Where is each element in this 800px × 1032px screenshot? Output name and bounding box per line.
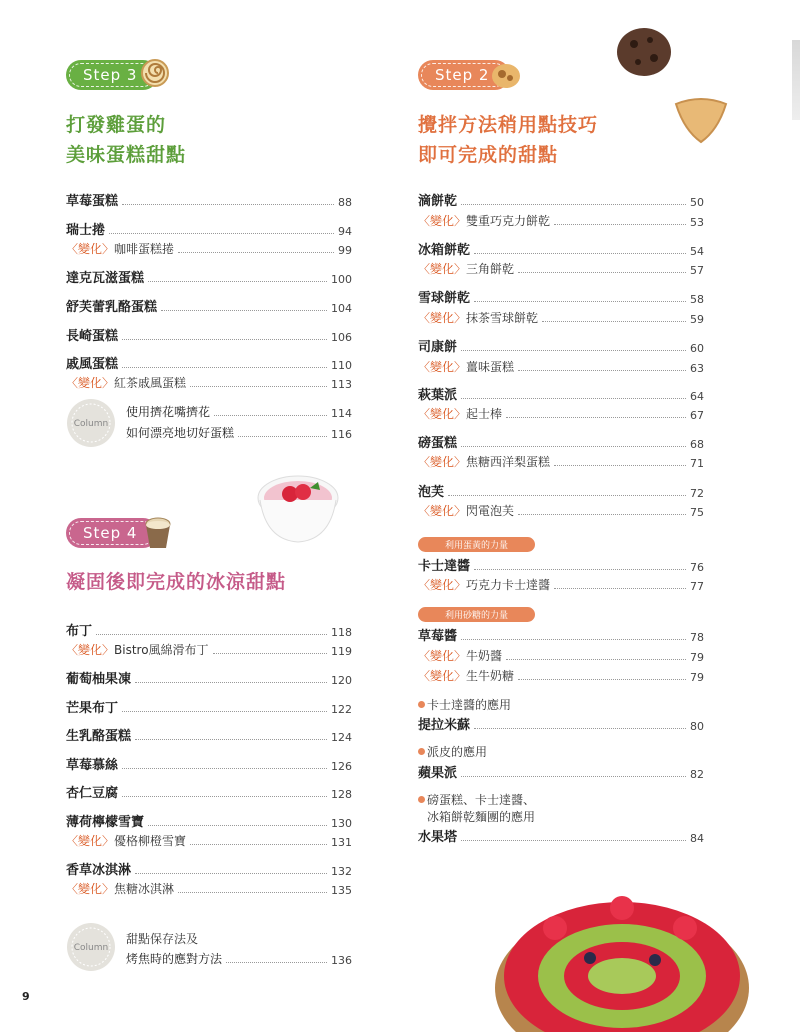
toc-entry[interactable]: 提拉米蘇 80 xyxy=(418,718,704,733)
toc-variation-entry[interactable]: 〈變化〉巧克力卡士達醬 77 xyxy=(418,578,704,593)
toc-variation-entry[interactable]: 〈變化〉抹茶雪球餅乾 59 xyxy=(418,311,704,326)
step4-badge: Step 4 xyxy=(66,518,158,548)
pudding-cup-icon xyxy=(142,516,174,552)
section-pill-sugar: 利用砂糖的力量 xyxy=(418,607,535,622)
toc-entry[interactable]: 布丁 118 xyxy=(66,624,352,639)
bullet-dot-icon xyxy=(418,701,425,708)
toc-entry[interactable]: 葡萄柚果凍 120 xyxy=(66,672,352,687)
triangle-cookie-image xyxy=(672,96,730,146)
column-badge-icon xyxy=(66,922,116,972)
walnut-cookie-icon xyxy=(490,62,522,90)
fruit-tart-image xyxy=(495,888,750,1032)
toc-variation-entry[interactable]: 〈變化〉生牛奶糖 79 xyxy=(418,669,704,684)
application-note-line2: 冰箱餅乾麵團的應用 xyxy=(427,810,536,824)
toc-entry[interactable]: 草莓蛋糕 88 xyxy=(66,194,352,209)
svg-text:Column: Column xyxy=(73,943,109,953)
application-note: 派皮的應用 xyxy=(418,743,487,760)
toc-entry[interactable]: 長崎蛋糕 106 xyxy=(66,329,352,344)
toc-variation-entry[interactable]: 〈變化〉牛奶醬 79 xyxy=(418,649,704,664)
toc-entry[interactable]: 泡芙 72 xyxy=(418,485,704,500)
toc-entry[interactable]: 磅蛋糕 68 xyxy=(418,436,704,451)
toc-variation-entry[interactable]: 〈變化〉三角餅乾 57 xyxy=(418,262,704,277)
page-number: 9 xyxy=(22,990,30,1003)
toc-variation-entry[interactable]: 〈變化〉紅茶戚風蛋糕 113 xyxy=(66,376,352,391)
toc-entry[interactable]: 戚風蛋糕 110 xyxy=(66,357,352,372)
step4-heading: 凝固後即完成的冰涼甜點 xyxy=(66,571,287,593)
toc-variation-entry[interactable]: 〈變化〉閃電泡芙 75 xyxy=(418,504,704,519)
toc-entry[interactable]: 草莓慕絲 126 xyxy=(66,758,352,773)
toc-variation-entry[interactable]: 〈變化〉起士棒 67 xyxy=(418,407,704,422)
toc-entry[interactable]: 芒果布丁 122 xyxy=(66,701,352,716)
toc-entry[interactable]: 生乳酪蛋糕 124 xyxy=(66,729,352,744)
column-entry[interactable]: 使用擠花嘴擠花 114 xyxy=(126,405,352,420)
toc-variation-entry[interactable]: 〈變化〉焦糖冰淇淋 135 xyxy=(66,882,352,897)
application-note: 卡士達醬的應用 xyxy=(418,696,511,713)
toc-entry[interactable]: 達克瓦滋蛋糕 100 xyxy=(66,271,352,286)
toc-variation-entry[interactable]: 〈變化〉優格柳橙雪寶 131 xyxy=(66,834,352,849)
toc-variation-entry[interactable]: 〈變化〉咖啡蛋糕捲 99 xyxy=(66,242,352,257)
toc-entry[interactable]: 瑞士捲 94 xyxy=(66,223,352,238)
toc-variation-entry[interactable]: 〈變化〉Bistro風綿滑布丁 119 xyxy=(66,643,352,658)
toc-variation-entry[interactable]: 〈變化〉薑味蛋糕 63 xyxy=(418,360,704,375)
toc-entry[interactable]: 舒芙蕾乳酪蛋糕 104 xyxy=(66,300,352,315)
toc-entry[interactable]: 冰箱餅乾 54 xyxy=(418,243,704,258)
step3-badge: Step 3 xyxy=(66,60,158,90)
toc-entry[interactable]: 卡士達醬 76 xyxy=(418,559,704,574)
bullet-dot-icon xyxy=(418,796,425,803)
step3-heading: 打發雞蛋的 美味蛋糕甜點 xyxy=(66,114,187,166)
toc-entry[interactable]: 薄荷檸檬雪寶 130 xyxy=(66,815,352,830)
svg-text:Column: Column xyxy=(73,419,109,429)
toc-entry[interactable]: 水果塔 84 xyxy=(418,830,704,845)
column-entry[interactable]: 如何漂亮地切好蛋糕 116 xyxy=(126,426,352,441)
step2-heading: 攪拌方法稍用點技巧 即可完成的甜點 xyxy=(418,114,599,166)
toc-entry[interactable]: 雪球餅乾 58 xyxy=(418,291,704,306)
roll-cake-icon xyxy=(140,58,170,88)
toc-variation-entry[interactable]: 〈變化〉雙重巧克力餅乾 53 xyxy=(418,214,704,229)
toc-entry[interactable]: 萩葉派 64 xyxy=(418,388,704,403)
section-pill-egg-yolk: 利用蛋黃的力量 xyxy=(418,537,535,552)
toc-entry[interactable]: 蘋果派 82 xyxy=(418,766,704,781)
bullet-dot-icon xyxy=(418,748,425,755)
strawberry-yogurt-image xyxy=(256,468,340,546)
toc-entry[interactable]: 滴餅乾 50 xyxy=(418,194,704,209)
toc-entry[interactable]: 司康餅 60 xyxy=(418,340,704,355)
page-edge xyxy=(792,40,800,120)
toc-variation-entry[interactable]: 〈變化〉焦糖西洋梨蛋糕 71 xyxy=(418,455,704,470)
application-note: 磅蛋糕、卡士達醬、 xyxy=(418,791,535,808)
column-badge-icon xyxy=(66,398,116,448)
toc-entry[interactable]: 草莓醬 78 xyxy=(418,629,704,644)
column-title-line1: 甜點保存法及 xyxy=(126,932,199,946)
toc-entry[interactable]: 香草冰淇淋 132 xyxy=(66,863,352,878)
chocolate-cookie-image xyxy=(614,24,674,80)
step2-badge: Step 2 xyxy=(418,60,510,90)
column-entry[interactable]: 烤焦時的應對方法 136 xyxy=(126,952,352,967)
toc-entry[interactable]: 杏仁豆腐 128 xyxy=(66,786,352,801)
